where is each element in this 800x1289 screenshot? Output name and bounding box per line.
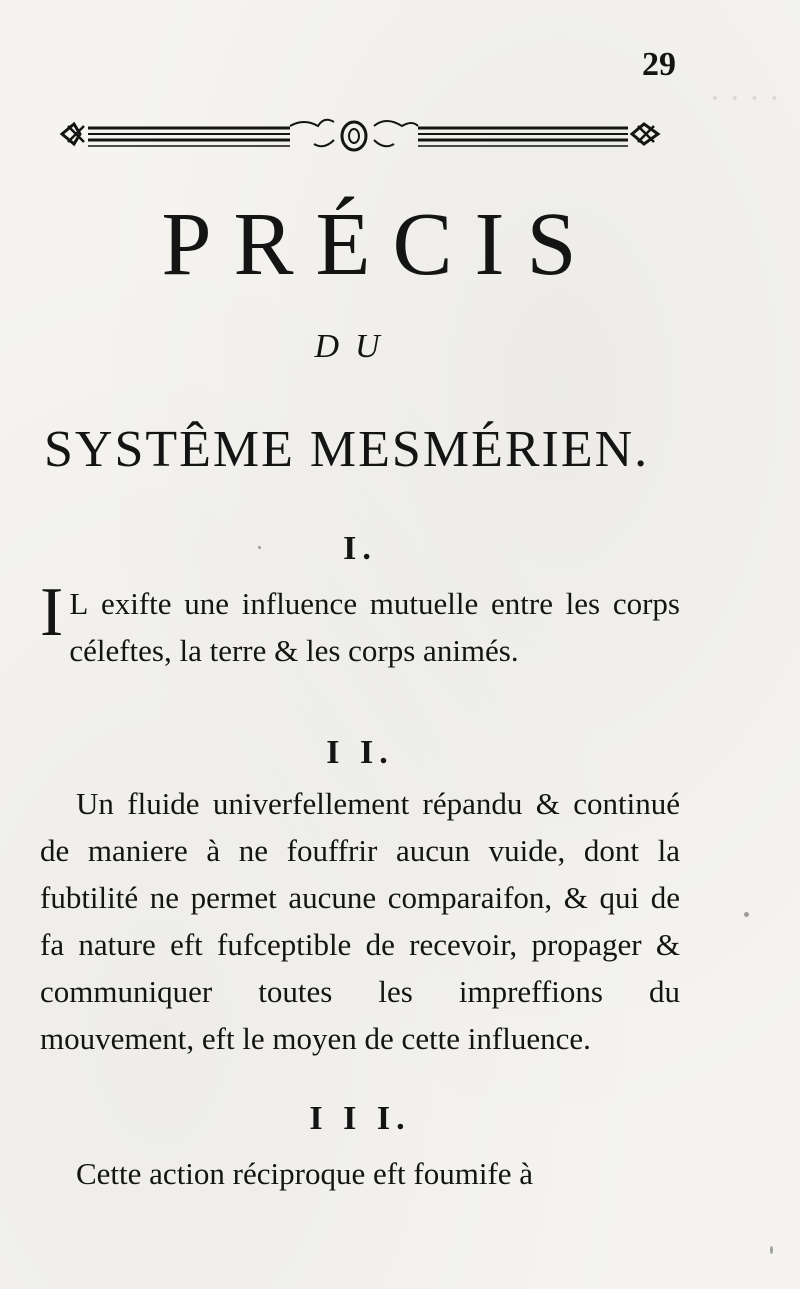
section-paragraph	[40, 1150, 680, 1197]
ornamental-rule-icon	[58, 112, 668, 162]
page-number: 29	[642, 46, 676, 83]
section-number: I I.	[326, 734, 394, 771]
paragraph-text: exifte une influence mutuelle entre les corps céleftes, la terre & les corps animés.	[69, 586, 680, 668]
paragraph-text: Un fluide univerfellement répandu & continué de maniere à ne fouffrir aucun vuide, dont la fubtilité ne permet aucune comparaifon, & qui de fa nature eft fufceptible de recevoir, propager & communiquer toutes les impreffions du mouvement, eft le moyen de cette influence.	[40, 786, 680, 1056]
chapter-heading: SYSTÊME MESMÉRIEN.	[44, 421, 650, 478]
title-connector: DU	[314, 328, 396, 365]
section-paragraph	[40, 574, 680, 674]
bleed-through-text: · · · ·	[709, 80, 780, 117]
page-title: PRÉCIS	[161, 195, 599, 294]
paper-speck	[744, 912, 749, 917]
paragraph-text: Cette action réciproque eft foumife à	[76, 1156, 534, 1191]
paper-speck	[258, 546, 261, 549]
drop-cap: I	[40, 574, 64, 651]
section-number: I.	[343, 530, 377, 567]
section-number: I I I.	[309, 1100, 411, 1137]
lead-in-letter: L	[69, 586, 89, 621]
paper-speck	[770, 1246, 773, 1254]
section-paragraph	[40, 780, 680, 1062]
